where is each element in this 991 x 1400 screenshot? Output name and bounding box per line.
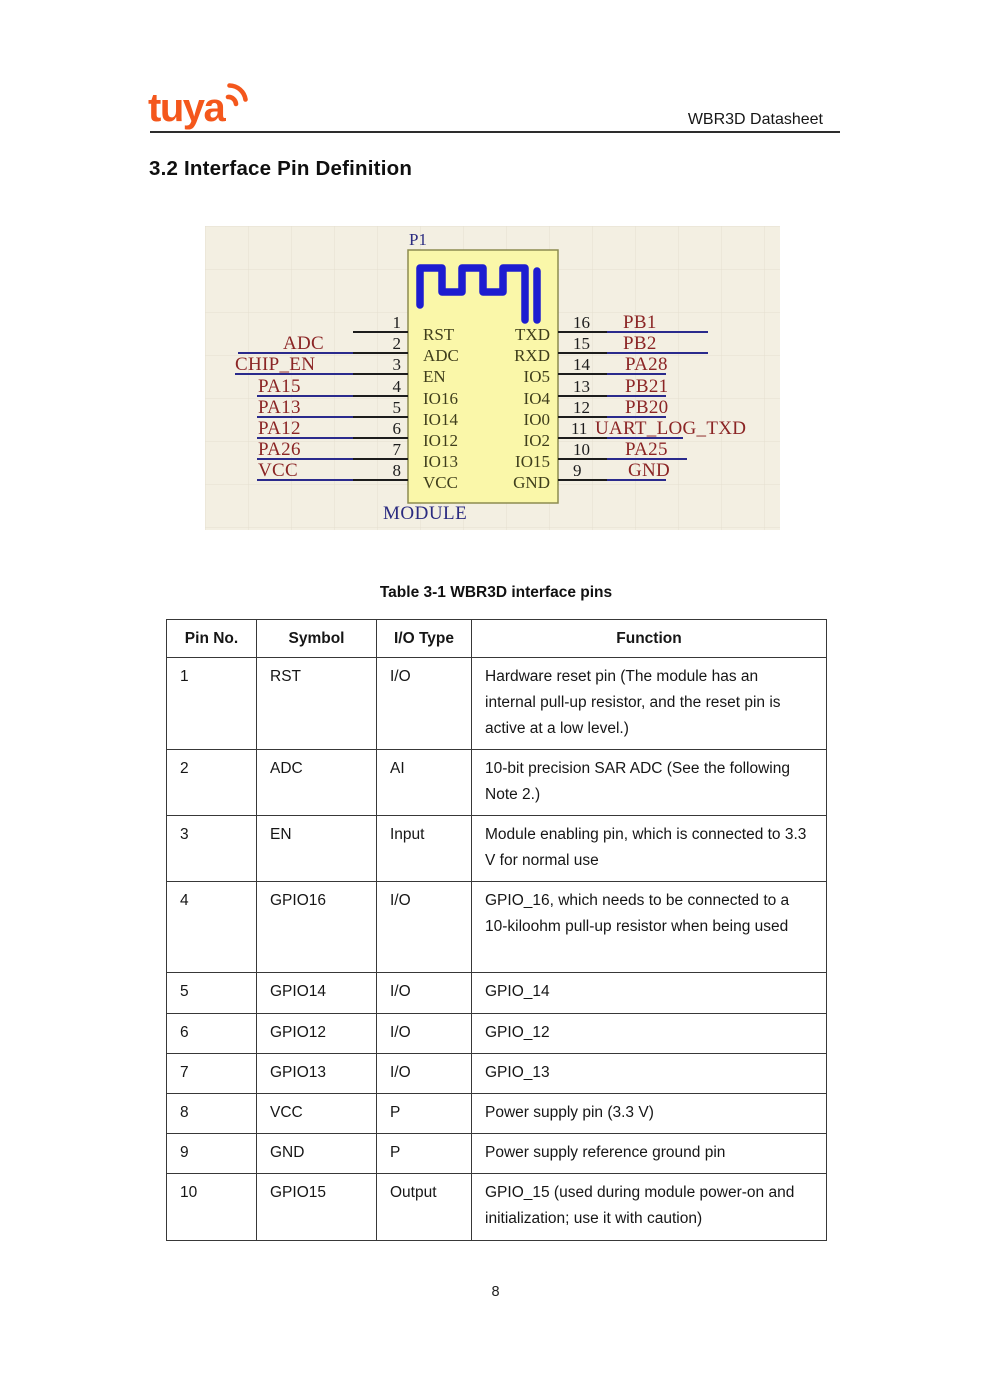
function-cell: Power supply pin (3.3 V) (472, 1094, 827, 1134)
net-label: PB21 (625, 376, 669, 397)
table-row (167, 882, 827, 973)
pin-name: RST (423, 325, 455, 344)
symbol-cell: EN (257, 816, 377, 882)
logo-signal-arc-small (228, 97, 236, 104)
header-rule (150, 131, 840, 133)
symbol-cell: VCC (257, 1094, 377, 1134)
pin-number: 3 (392, 355, 401, 374)
section-heading: 3.2 Interface Pin Definition (149, 157, 413, 180)
io-type-cell: P (377, 1094, 472, 1134)
pin-no-cell: 10 (167, 1174, 257, 1241)
pin-number: 12 (573, 398, 590, 417)
pin-no-cell: 2 (167, 750, 257, 816)
doc-title: WBR3D Datasheet (687, 111, 823, 128)
column-header-function: Function (472, 620, 827, 658)
pin-number: 5 (392, 398, 401, 417)
net-label: PB2 (623, 333, 657, 354)
net-label: PA26 (258, 439, 301, 460)
table-row (167, 816, 827, 882)
symbol-cell: ADC (257, 750, 377, 816)
pin-no-cell: 3 (167, 816, 257, 882)
function-cell: GPIO_13 (472, 1054, 827, 1094)
pin-number: 13 (573, 377, 590, 396)
table-row (167, 1014, 827, 1054)
pin-number: 4 (392, 377, 401, 396)
net-label: PA13 (258, 397, 301, 418)
pin-name: ADC (423, 346, 459, 365)
net-label: ADC (283, 333, 325, 354)
net-label: GND (628, 460, 671, 481)
symbol-cell: GPIO16 (257, 882, 377, 973)
pin-no-cell: 7 (167, 1054, 257, 1094)
pin-number: 15 (573, 334, 590, 353)
net-label: CHIP_EN (235, 354, 316, 375)
pin-name: IO0 (523, 410, 550, 429)
pin-number: 7 (392, 440, 401, 459)
pin-number: 6 (392, 419, 401, 438)
io-type-cell: Output (377, 1174, 472, 1241)
net-label: VCC (258, 460, 298, 481)
table-row (167, 1054, 827, 1094)
pin-name: IO4 (523, 389, 550, 408)
pin-no-cell: 8 (167, 1094, 257, 1134)
table-row (167, 658, 827, 750)
symbol-cell: GPIO15 (257, 1174, 377, 1241)
pin-name: IO16 (423, 389, 458, 408)
table-row (167, 973, 827, 1014)
pin-name: GND (513, 473, 550, 492)
pin-diagram (205, 226, 780, 530)
function-cell: GPIO_12 (472, 1014, 827, 1054)
net-label: PA12 (258, 418, 301, 439)
symbol-cell: GPIO13 (257, 1054, 377, 1094)
pin-number: 10 (573, 440, 590, 459)
table-row (167, 1094, 827, 1134)
net-label: PA15 (258, 376, 301, 397)
pin-name: IO14 (423, 410, 458, 429)
net-label: UART_LOG_TXD (595, 418, 747, 439)
pin-no-cell: 5 (167, 973, 257, 1014)
symbol-cell: GPIO14 (257, 973, 377, 1014)
io-type-cell: I/O (377, 1054, 472, 1094)
pin-name: RXD (514, 346, 550, 365)
function-cell: 10-bit precision SAR ADC (See the following Note 2.) (472, 750, 827, 816)
module-label: MODULE (383, 503, 468, 524)
pin-no-cell: 1 (167, 658, 257, 750)
io-type-cell: Input (377, 816, 472, 882)
table-row (167, 750, 827, 816)
net-label: PB1 (623, 312, 657, 333)
io-type-cell: I/O (377, 1014, 472, 1054)
pin-name: IO2 (523, 431, 550, 450)
pin-number: 9 (573, 461, 582, 480)
pin-number: 1 (392, 313, 401, 332)
net-label: PA25 (625, 439, 668, 460)
symbol-cell: GND (257, 1134, 377, 1174)
function-cell: GPIO_14 (472, 973, 827, 1014)
function-cell: Power supply reference ground pin (472, 1134, 827, 1174)
pin-name: EN (423, 367, 446, 386)
pin-number: 8 (392, 461, 401, 480)
pin-name: IO12 (423, 431, 458, 450)
function-cell: Hardware reset pin (The module has an internal pull-up resistor, and the reset pin is active at a low level.) (472, 658, 827, 750)
io-type-cell: P (377, 1134, 472, 1174)
tuya-logo-icon (148, 80, 278, 136)
column-header-pin-no: Pin No. (167, 620, 257, 658)
pin-name: TXD (515, 325, 550, 344)
pin-number: 14 (573, 355, 590, 374)
table-caption: Table 3-1 WBR3D interface pins (379, 584, 613, 601)
pin-no-cell: 6 (167, 1014, 257, 1054)
net-label: PA28 (625, 354, 668, 375)
table-row (167, 1174, 827, 1241)
pin-no-cell: 4 (167, 882, 257, 973)
table-row (167, 1134, 827, 1174)
pin-name: IO5 (523, 367, 550, 386)
io-type-cell: I/O (377, 658, 472, 750)
column-header-symbol: Symbol (257, 620, 377, 658)
pin-name: IO15 (515, 452, 550, 471)
column-header-io-type: I/O Type (377, 620, 472, 658)
pin-number: 11 (571, 419, 588, 438)
function-cell: Module enabling pin, which is connected to 3.3 V for normal use (472, 816, 827, 882)
io-type-cell: I/O (377, 882, 472, 973)
function-cell: GPIO_16, which needs to be connected to a 10-kiloohm pull-up resistor when being used (472, 882, 827, 973)
pin-name: VCC (423, 473, 458, 492)
function-cell: GPIO_15 (used during module power-on and initialization; use it with caution) (472, 1174, 827, 1241)
pin-number: 2 (392, 334, 401, 353)
tuya-logo-text: tuya (148, 86, 225, 130)
designator-label: P1 (409, 230, 427, 249)
table-header-row (167, 620, 827, 658)
io-type-cell: I/O (377, 973, 472, 1014)
pin-no-cell: 9 (167, 1134, 257, 1174)
net-label: PB20 (625, 397, 669, 418)
page-number: 8 (491, 1284, 500, 1300)
interface-pins-table (166, 619, 827, 1241)
pin-name: IO13 (423, 452, 458, 471)
symbol-cell: GPIO12 (257, 1014, 377, 1054)
pin-number: 16 (573, 313, 590, 332)
symbol-cell: RST (257, 658, 377, 750)
io-type-cell: AI (377, 750, 472, 816)
